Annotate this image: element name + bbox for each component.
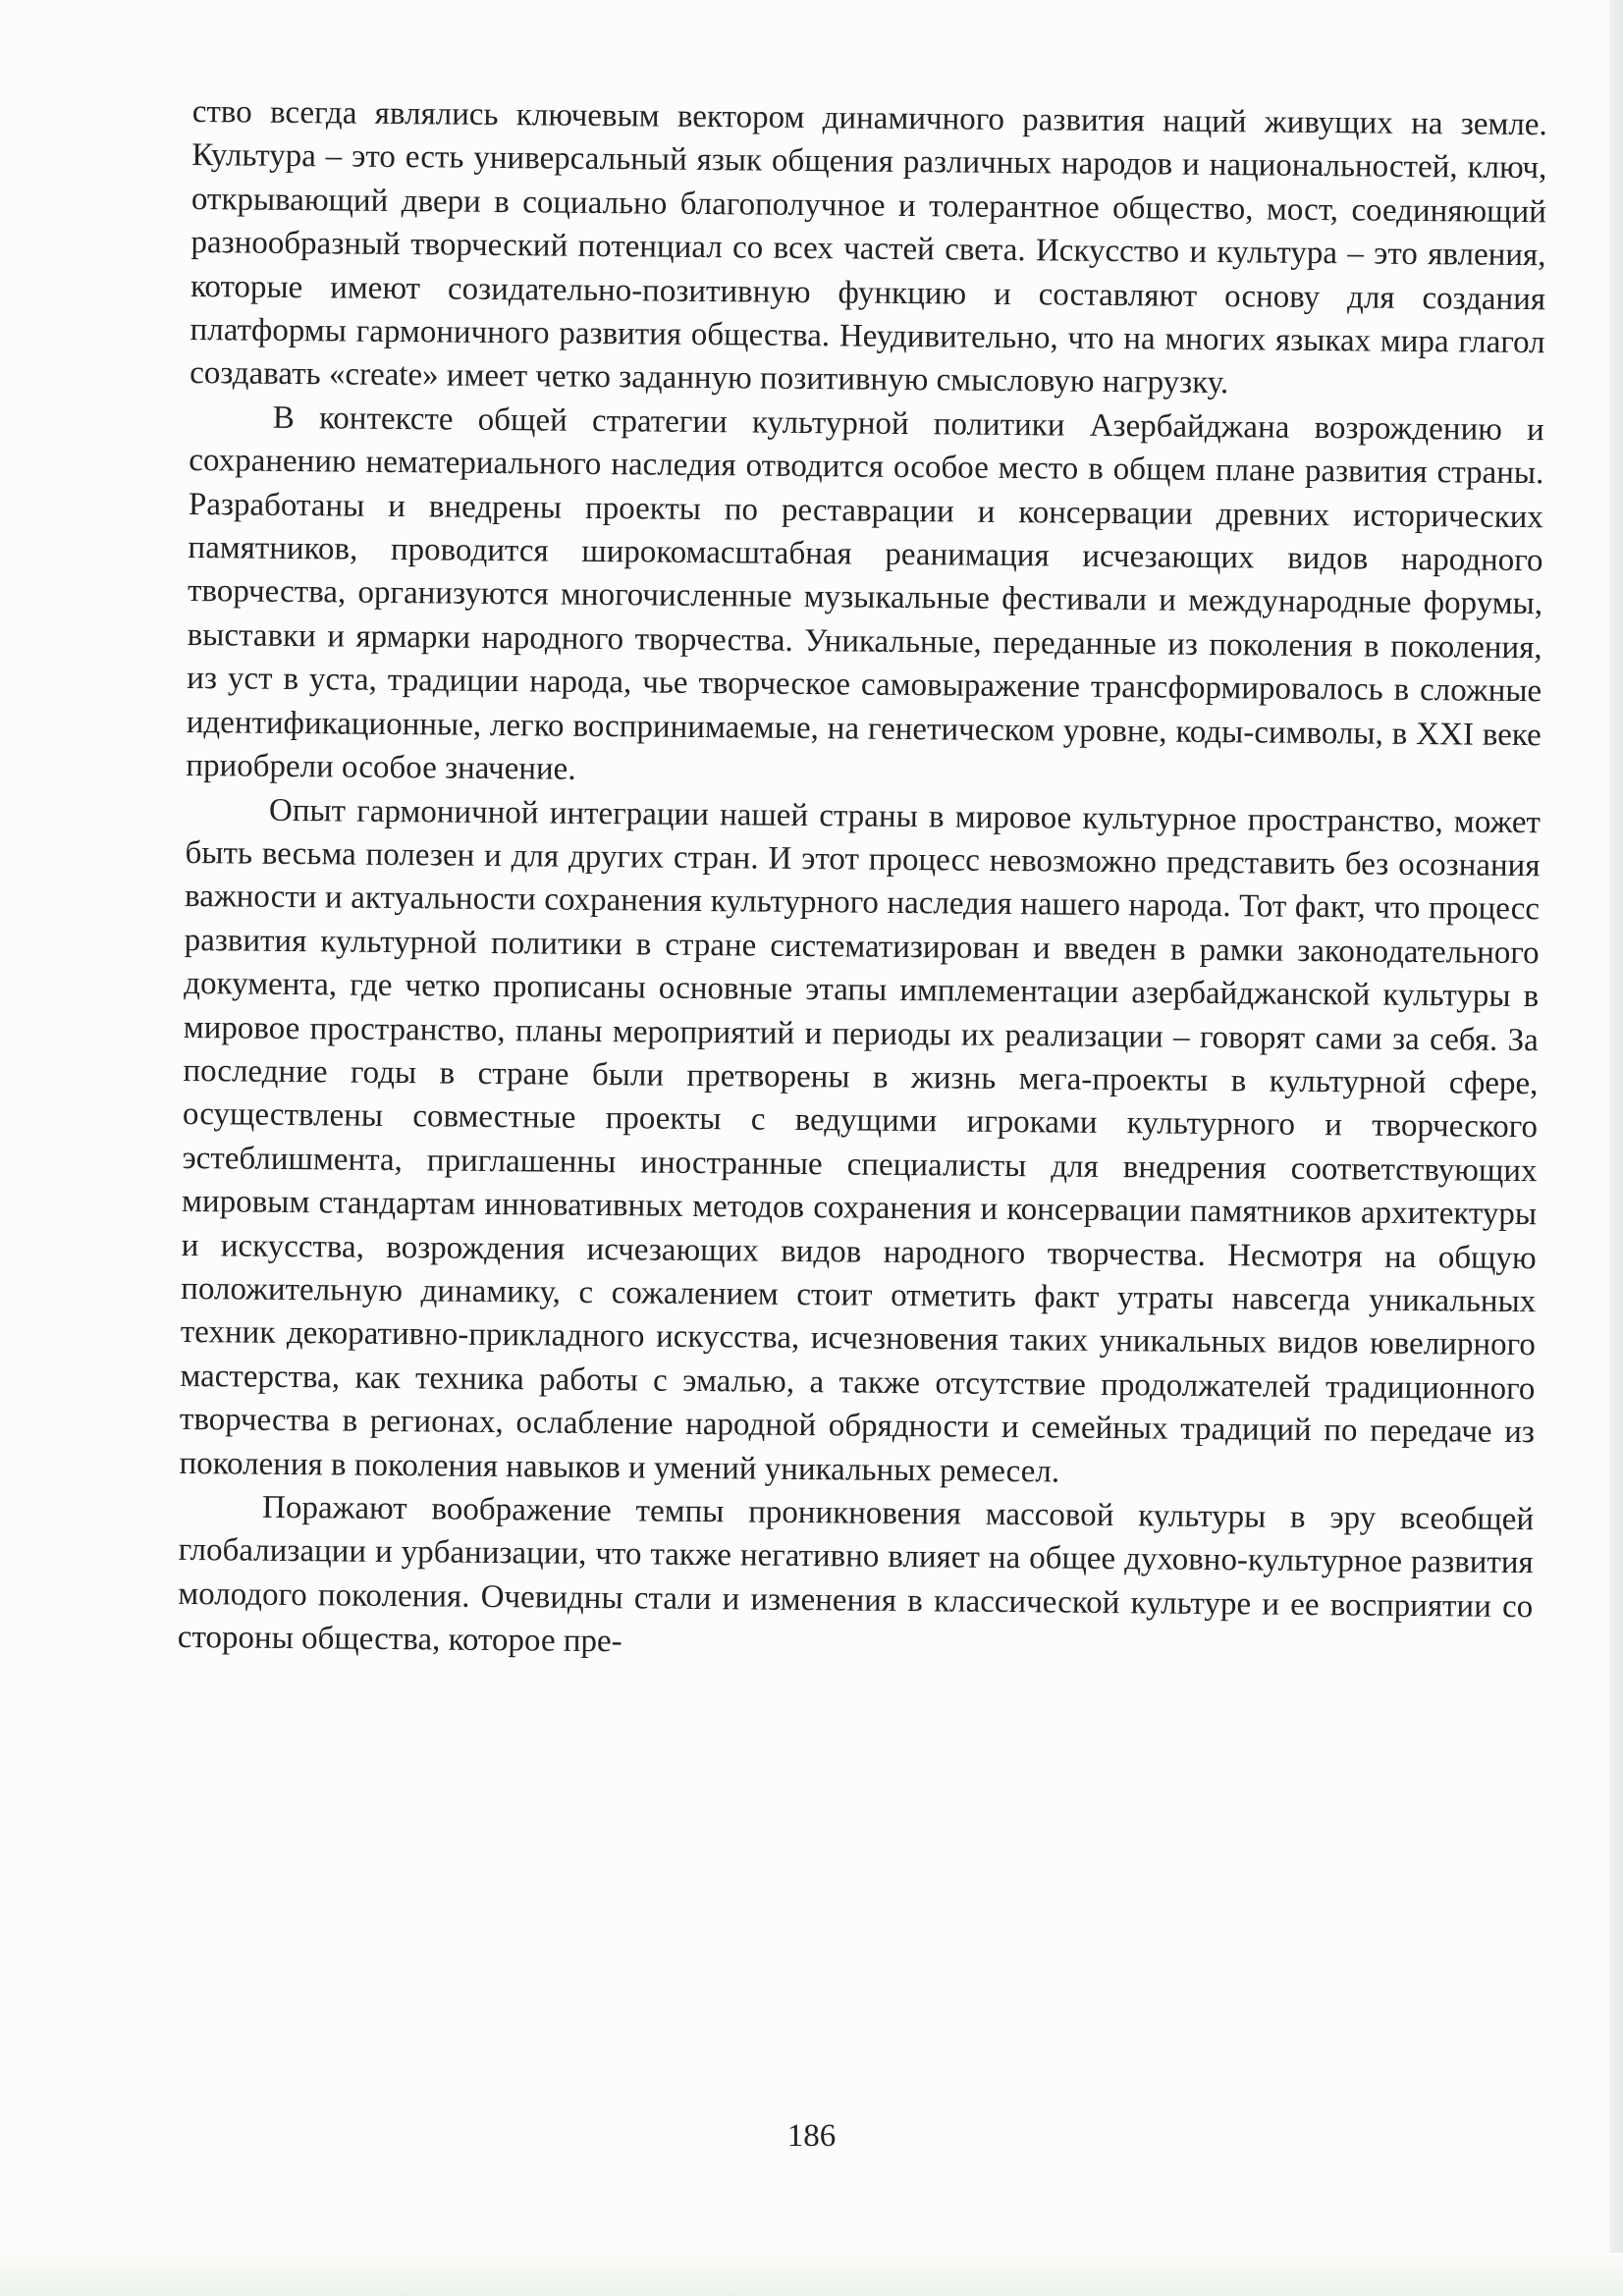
page-number: 186 xyxy=(786,2118,837,2154)
paragraph-1: ство всегда являлись ключевым вектором динамичного развития наций живущих на земле. Культура – это есть универсальный язык общения различных народов и национальностей, ключ, открывающий двери в социально благополучное и толерантное общество, мост, соединяющий разнообразный творческий потенциал со всех частей света. Искусство и культура – это явления, которые имеют созидательно-позитивную функцию и составляют основу для создания платформы гармоничного развития общества. Неудивительно, что на многих языках мира глагол создавать «create» имеет четко заданную позитивную смысловую нагрузку. xyxy=(189,93,1547,401)
paragraph-3: Опыт гармоничной интеграции нашей страны в мировое культурное пространство, может быть весьма полезен и для других стран. И этот процесс невозможно представить без осознания важности и актуальности сохранения культурного наследия нашего народа. Тот факт, что процесс развития культурной политики в стране систематизирован и введен в рамки законодательного документа, где четко прописаны основные этапы имплементации азербайджанской культуры в мировое пространство, планы мероприятий и периоды их реализации – говорят сами за себя. За последние годы в стране были претворены в жизнь мега-проекты в культурной сфере, осуществлены совместные проекты с ведущими игроками культурного и творческого эстеблишмента, приглашенны иностранные специалисты для внедрения соответствующих мировым стандартам инновативных методов сохранения и консервации памятников архитектуры и искусства, возрождения исчезающих видов народного творчества. Несмотря на общую положительную динамику, с сожалением стоит отметить факт утраты навсегда уникальных техник декоративно-прикладного искусства, исчезновения таких уникальных видов ювелирного мастерства, как техника работы с эмалью, а также отсутствие продолжателей традиционного творчества в регионах, ослабление народной обрядности и семейных традиций по передаче из поколения в поколения навыков и умений уникальных ремесел. xyxy=(179,792,1542,1490)
paragraph-4: Поражают воображение темпы проникновения массовой культуры в эру всеобщей глобализации и урбанизации, что также негативно влияет на общее духовно-культурное развития молодого поколения. Очевидны стали и изменения в классической культуре и ее восприятии со стороны общества, которое пре- xyxy=(177,1489,1535,1660)
scan-bottom-edge xyxy=(0,2253,1623,2296)
scan-right-edge xyxy=(1609,0,1623,2296)
body-text xyxy=(178,90,1547,1673)
paragraph-2: В контексте общей стратегии культурной политики Азербайджана возрождению и сохранению нематериального наследия отводится особое место в общем плане развития страны. Разработаны и внедрены проекты по реставрации и консервации древних исторических памятников, проводится широкомасштабная реанимация исчезающих видов народного творчества, организуются многочисленные музыкальные фестивали и международные форумы, выставки и ярмарки народного творчества. Уникальные, переданные из поколения в поколения, из уст в уста, традиции народа, чье творческое самовыражение трансформировалось в сложные идентификационные, легко воспринимаемые, на генетическом уровне, коды-символы, в XXI веке приобрели особое значение. xyxy=(186,400,1544,787)
